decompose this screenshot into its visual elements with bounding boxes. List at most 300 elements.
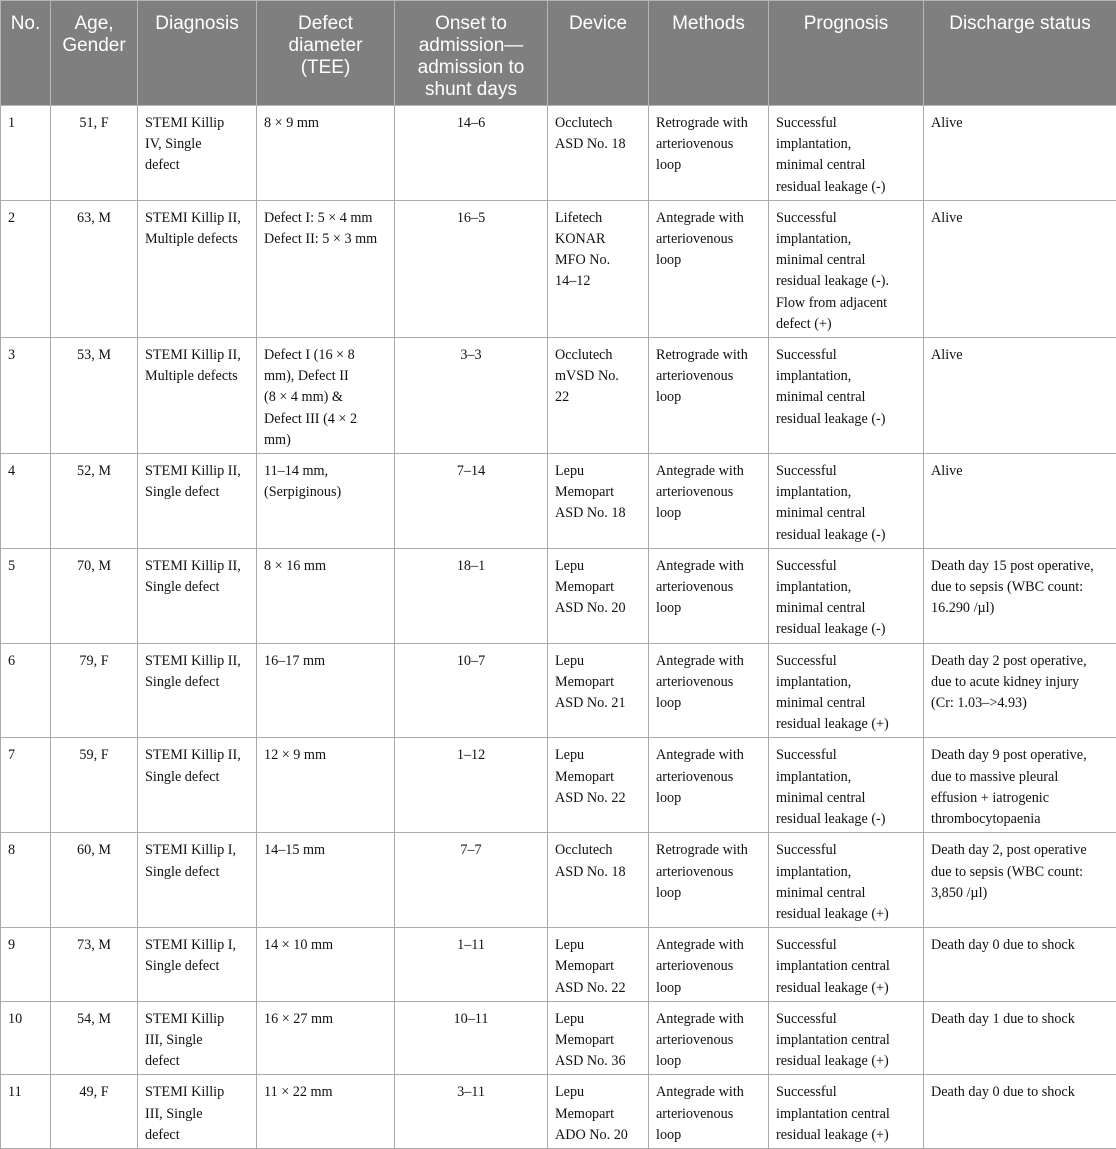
cell-methods <box>649 1075 769 1149</box>
cell-device <box>548 643 649 738</box>
cell-line: Antegrade with <box>656 1082 761 1103</box>
cell-line: Alive <box>931 461 1109 482</box>
cell-line: 14–15 mm <box>264 840 387 861</box>
header-methods <box>649 1 769 106</box>
cell-line: Antegrade with <box>656 208 761 229</box>
cell-line: Alive <box>931 208 1109 229</box>
cell-line: residual leakage (+) <box>776 714 916 735</box>
cell-line: Lepu <box>555 651 641 672</box>
cell-line: due to sepsis (WBC count: <box>931 577 1109 598</box>
cell-line: 11 × 22 mm <box>264 1082 387 1103</box>
cell-prognosis <box>769 738 924 833</box>
cell-line: loop <box>656 1051 761 1072</box>
cell-line: STEMI Killip <box>145 113 249 134</box>
cell-age-gender: 59, F <box>51 738 138 833</box>
cell-line: implantation, <box>776 482 916 503</box>
cell-line: 22 <box>555 387 641 408</box>
cell-line: implantation, <box>776 366 916 387</box>
cell-line: Discharge status <box>929 13 1111 35</box>
cell-line: Onset to <box>400 13 542 35</box>
cell-line: 3,850 /µl) <box>931 883 1109 904</box>
cell-line: 16–17 mm <box>264 651 387 672</box>
cell-discharge-status <box>924 928 1116 1002</box>
cell-age-gender: 60, M <box>51 833 138 928</box>
cell-line: ASD No. 18 <box>555 862 641 883</box>
cell-line: arteriovenous <box>656 767 761 788</box>
cell-device <box>548 1001 649 1075</box>
cell-line: minimal central <box>776 387 916 408</box>
cell-line: Retrograde with <box>656 840 761 861</box>
cell-line: ASD No. 18 <box>555 134 641 155</box>
table-row <box>1 548 1116 643</box>
cell-line: Successful <box>776 840 916 861</box>
cell-line: 14 × 10 mm <box>264 935 387 956</box>
cell-device <box>548 106 649 201</box>
cell-line: Memopart <box>555 767 641 788</box>
cell-line: minimal central <box>776 883 916 904</box>
cell-line: Successful <box>776 1009 916 1030</box>
cell-line: Prognosis <box>774 13 918 35</box>
cell-methods <box>649 338 769 454</box>
cell-methods <box>649 833 769 928</box>
cell-line: STEMI Killip <box>145 1009 249 1030</box>
header-prognosis <box>769 1 924 106</box>
cell-onset-shunt: 3–3 <box>395 338 548 454</box>
cell-line: STEMI Killip II, <box>145 345 249 366</box>
header-diagnosis <box>138 1 257 106</box>
cell-line: implantation central <box>776 1030 916 1051</box>
cell-line: Successful <box>776 113 916 134</box>
cell-defect-diameter <box>257 200 395 337</box>
cell-line: STEMI Killip I, <box>145 840 249 861</box>
cell-diagnosis <box>138 738 257 833</box>
cell-line: arteriovenous <box>656 956 761 977</box>
cell-line: Successful <box>776 208 916 229</box>
cell-no: 10 <box>1 1001 51 1075</box>
cell-line: implantation, <box>776 577 916 598</box>
cell-discharge-status <box>924 106 1116 201</box>
cell-diagnosis <box>138 643 257 738</box>
header-device <box>548 1 649 106</box>
cell-line: mm) <box>264 430 387 451</box>
cell-methods <box>649 1001 769 1075</box>
cell-line: loop <box>656 693 761 714</box>
cell-line: diameter <box>262 35 389 57</box>
cell-methods <box>649 738 769 833</box>
cell-line: Antegrade with <box>656 745 761 766</box>
cell-diagnosis <box>138 548 257 643</box>
cell-line: Alive <box>931 113 1109 134</box>
cell-line: KONAR <box>555 229 641 250</box>
cell-prognosis <box>769 200 924 337</box>
cell-line: ASD No. 21 <box>555 693 641 714</box>
cell-defect-diameter <box>257 338 395 454</box>
cell-line: Lepu <box>555 556 641 577</box>
table-row <box>1 338 1116 454</box>
cell-line: Lepu <box>555 461 641 482</box>
cell-line: arteriovenous <box>656 1030 761 1051</box>
cell-device <box>548 928 649 1002</box>
cell-line: No. <box>6 13 45 35</box>
cell-discharge-status <box>924 1001 1116 1075</box>
cell-line: implantation, <box>776 134 916 155</box>
cell-methods <box>649 928 769 1002</box>
cell-line: Single defect <box>145 577 249 598</box>
cell-line: loop <box>656 598 761 619</box>
cell-line: Occlutech <box>555 840 641 861</box>
cell-line: mVSD No. <box>555 366 641 387</box>
cell-line: Retrograde with <box>656 113 761 134</box>
cell-line: Age, <box>56 13 132 35</box>
cell-line: 12 × 9 mm <box>264 745 387 766</box>
cell-line: Single defect <box>145 956 249 977</box>
cell-no: 8 <box>1 833 51 928</box>
cell-line: implantation, <box>776 229 916 250</box>
cell-no: 6 <box>1 643 51 738</box>
cell-line: residual leakage (-). <box>776 271 916 292</box>
cell-line: admission to <box>400 57 542 79</box>
cell-diagnosis <box>138 833 257 928</box>
cell-line: ASD No. 36 <box>555 1051 641 1072</box>
cell-line: Retrograde with <box>656 345 761 366</box>
cell-line: mm), Defect II <box>264 366 387 387</box>
cell-defect-diameter <box>257 1001 395 1075</box>
table-row <box>1 1075 1116 1149</box>
cell-line: MFO No. <box>555 250 641 271</box>
cell-no: 3 <box>1 338 51 454</box>
cell-line: Single defect <box>145 482 249 503</box>
cell-discharge-status <box>924 1075 1116 1149</box>
cell-age-gender: 79, F <box>51 643 138 738</box>
cell-line: IV, Single <box>145 134 249 155</box>
header-age-gender <box>51 1 138 106</box>
header-discharge-status <box>924 1 1116 106</box>
cell-device <box>548 738 649 833</box>
cell-line: residual leakage (+) <box>776 1125 916 1146</box>
cell-line: arteriovenous <box>656 229 761 250</box>
cell-line: (8 × 4 mm) & <box>264 387 387 408</box>
cell-methods <box>649 643 769 738</box>
cell-device <box>548 338 649 454</box>
cell-line: implantation, <box>776 767 916 788</box>
cell-line: effusion + iatrogenic <box>931 788 1109 809</box>
table-row <box>1 1001 1116 1075</box>
cell-line: minimal central <box>776 788 916 809</box>
cell-line: ASD No. 20 <box>555 598 641 619</box>
cell-line: Death day 15 post operative, <box>931 556 1109 577</box>
cell-line: STEMI Killip II, <box>145 556 249 577</box>
cell-onset-shunt: 18–1 <box>395 548 548 643</box>
cell-line: Defect I: 5 × 4 mm <box>264 208 387 229</box>
cell-methods <box>649 454 769 549</box>
cell-no: 5 <box>1 548 51 643</box>
table-row <box>1 106 1116 201</box>
cell-line: implantation, <box>776 862 916 883</box>
cell-line: implantation, <box>776 672 916 693</box>
cell-prognosis <box>769 928 924 1002</box>
cell-device <box>548 833 649 928</box>
cell-no: 2 <box>1 200 51 337</box>
cell-diagnosis <box>138 454 257 549</box>
cell-onset-shunt: 7–14 <box>395 454 548 549</box>
cell-line: Lepu <box>555 745 641 766</box>
cell-line: defect <box>145 155 249 176</box>
header-onset-shunt-days <box>395 1 548 106</box>
cell-onset-shunt: 3–11 <box>395 1075 548 1149</box>
cell-line: STEMI Killip I, <box>145 935 249 956</box>
cell-line: STEMI Killip II, <box>145 208 249 229</box>
cell-line: Single defect <box>145 862 249 883</box>
cell-line: Lepu <box>555 1009 641 1030</box>
table-row <box>1 200 1116 337</box>
cell-line: STEMI Killip <box>145 1082 249 1103</box>
cell-line: Single defect <box>145 767 249 788</box>
cell-line: implantation central <box>776 1104 916 1125</box>
cell-age-gender: 53, M <box>51 338 138 454</box>
cell-line: Antegrade with <box>656 935 761 956</box>
cell-line: Antegrade with <box>656 651 761 672</box>
cell-line: Defect III (4 × 2 <box>264 409 387 430</box>
cell-discharge-status <box>924 200 1116 337</box>
cell-line: Successful <box>776 745 916 766</box>
cell-line: due to acute kidney injury <box>931 672 1109 693</box>
cell-line: loop <box>656 387 761 408</box>
cell-line: Occlutech <box>555 113 641 134</box>
cell-line: residual leakage (-) <box>776 525 916 546</box>
cell-line: defect <box>145 1051 249 1072</box>
cell-line: due to massive pleural <box>931 767 1109 788</box>
cell-device <box>548 548 649 643</box>
cell-line: residual leakage (+) <box>776 978 916 999</box>
cell-device <box>548 1075 649 1149</box>
cell-line: minimal central <box>776 250 916 271</box>
cell-line: STEMI Killip II, <box>145 651 249 672</box>
cell-line: residual leakage (+) <box>776 904 916 925</box>
cell-line: STEMI Killip II, <box>145 461 249 482</box>
cell-line: (Serpiginous) <box>264 482 387 503</box>
cell-line: minimal central <box>776 598 916 619</box>
cell-age-gender: 49, F <box>51 1075 138 1149</box>
cell-line: 8 × 9 mm <box>264 113 387 134</box>
cell-line: ASD No. 18 <box>555 503 641 524</box>
cell-line: Methods <box>654 13 763 35</box>
cell-line: Multiple defects <box>145 366 249 387</box>
cell-prognosis <box>769 643 924 738</box>
cell-line: Memopart <box>555 1030 641 1051</box>
cell-line: defect <box>145 1125 249 1146</box>
cell-line: Antegrade with <box>656 556 761 577</box>
cell-line: Multiple defects <box>145 229 249 250</box>
cell-no: 1 <box>1 106 51 201</box>
cell-line: residual leakage (-) <box>776 177 916 198</box>
cell-line: III, Single <box>145 1030 249 1051</box>
cell-line: Successful <box>776 461 916 482</box>
cell-line: Lepu <box>555 1082 641 1103</box>
cell-line: Lepu <box>555 935 641 956</box>
cell-line: Death day 9 post operative, <box>931 745 1109 766</box>
cell-line: 11–14 mm, <box>264 461 387 482</box>
cell-defect-diameter <box>257 738 395 833</box>
cell-age-gender: 70, M <box>51 548 138 643</box>
table-row <box>1 454 1116 549</box>
cell-line: loop <box>656 978 761 999</box>
cell-onset-shunt: 7–7 <box>395 833 548 928</box>
cell-no: 11 <box>1 1075 51 1149</box>
cell-line: defect (+) <box>776 314 916 335</box>
cell-line: Defect I (16 × 8 <box>264 345 387 366</box>
cell-line: arteriovenous <box>656 366 761 387</box>
cell-line: Death day 2, post operative <box>931 840 1109 861</box>
cell-line: due to sepsis (WBC count: <box>931 862 1109 883</box>
cell-diagnosis <box>138 1001 257 1075</box>
cell-age-gender: 73, M <box>51 928 138 1002</box>
cell-no: 9 <box>1 928 51 1002</box>
cell-discharge-status <box>924 643 1116 738</box>
cell-device <box>548 454 649 549</box>
cell-discharge-status <box>924 338 1116 454</box>
cell-line: Lifetech <box>555 208 641 229</box>
cell-line: arteriovenous <box>656 672 761 693</box>
cell-line: ADO No. 20 <box>555 1125 641 1146</box>
cell-line: arteriovenous <box>656 577 761 598</box>
cell-line: (Cr: 1.03–>4.93) <box>931 693 1109 714</box>
cell-line: Device <box>553 13 643 35</box>
cell-line: 8 × 16 mm <box>264 556 387 577</box>
cell-onset-shunt: 10–7 <box>395 643 548 738</box>
cell-prognosis <box>769 548 924 643</box>
cell-line: Defect <box>262 13 389 35</box>
cell-diagnosis <box>138 338 257 454</box>
cell-line: Successful <box>776 935 916 956</box>
table-row <box>1 643 1116 738</box>
header-defect-diameter <box>257 1 395 106</box>
cell-methods <box>649 106 769 201</box>
cell-line: Diagnosis <box>143 13 251 35</box>
cell-defect-diameter <box>257 548 395 643</box>
cell-line: arteriovenous <box>656 1104 761 1125</box>
cell-line: Memopart <box>555 1104 641 1125</box>
cell-line: Flow from adjacent <box>776 293 916 314</box>
cell-line: STEMI Killip II, <box>145 745 249 766</box>
cell-line: residual leakage (+) <box>776 1051 916 1072</box>
cell-line: Death day 2 post operative, <box>931 651 1109 672</box>
cell-diagnosis <box>138 928 257 1002</box>
cell-line: Successful <box>776 556 916 577</box>
cell-line: 14–12 <box>555 271 641 292</box>
cell-line: admission— <box>400 35 542 57</box>
cell-line: ASD No. 22 <box>555 978 641 999</box>
cell-age-gender: 63, M <box>51 200 138 337</box>
cell-defect-diameter <box>257 928 395 1002</box>
cell-device <box>548 200 649 337</box>
cell-line: Successful <box>776 651 916 672</box>
cell-line: Successful <box>776 345 916 366</box>
cell-prognosis <box>769 1075 924 1149</box>
cell-discharge-status <box>924 548 1116 643</box>
table-row <box>1 928 1116 1002</box>
cell-onset-shunt: 10–11 <box>395 1001 548 1075</box>
cell-prognosis <box>769 833 924 928</box>
cell-line: Antegrade with <box>656 461 761 482</box>
cell-diagnosis <box>138 106 257 201</box>
cell-onset-shunt: 14–6 <box>395 106 548 201</box>
cell-line: minimal central <box>776 155 916 176</box>
cell-line: 16 × 27 mm <box>264 1009 387 1030</box>
cell-line: Gender <box>56 35 132 57</box>
cell-line: Death day 0 due to shock <box>931 1082 1109 1103</box>
cell-defect-diameter <box>257 833 395 928</box>
table-row <box>1 833 1116 928</box>
cell-defect-diameter <box>257 643 395 738</box>
cell-line: arteriovenous <box>656 862 761 883</box>
cell-onset-shunt: 1–11 <box>395 928 548 1002</box>
cell-line: loop <box>656 883 761 904</box>
cell-defect-diameter <box>257 106 395 201</box>
cell-line: ASD No. 22 <box>555 788 641 809</box>
cell-line: III, Single <box>145 1104 249 1125</box>
header-row <box>1 1 1116 106</box>
cell-onset-shunt: 16–5 <box>395 200 548 337</box>
cell-line: implantation central <box>776 956 916 977</box>
cell-age-gender: 52, M <box>51 454 138 549</box>
header-no <box>1 1 51 106</box>
cell-line: Defect II: 5 × 3 mm <box>264 229 387 250</box>
cell-line: residual leakage (-) <box>776 809 916 830</box>
cell-discharge-status <box>924 454 1116 549</box>
cell-line: loop <box>656 250 761 271</box>
cell-line: Memopart <box>555 482 641 503</box>
cell-line: loop <box>656 503 761 524</box>
cell-prognosis <box>769 106 924 201</box>
cell-line: arteriovenous <box>656 134 761 155</box>
cell-discharge-status <box>924 738 1116 833</box>
cell-line: Memopart <box>555 577 641 598</box>
cell-line: thrombocytopaenia <box>931 809 1109 830</box>
cell-line: loop <box>656 155 761 176</box>
cell-prognosis <box>769 1001 924 1075</box>
cell-defect-diameter <box>257 454 395 549</box>
cell-methods <box>649 548 769 643</box>
cell-no: 4 <box>1 454 51 549</box>
cell-line: loop <box>656 788 761 809</box>
cell-line: Antegrade with <box>656 1009 761 1030</box>
cell-line: Occlutech <box>555 345 641 366</box>
cell-line: minimal central <box>776 693 916 714</box>
cell-line: loop <box>656 1125 761 1146</box>
cell-defect-diameter <box>257 1075 395 1149</box>
cell-diagnosis <box>138 1075 257 1149</box>
cell-line: Death day 1 due to shock <box>931 1009 1109 1030</box>
cell-line: Memopart <box>555 956 641 977</box>
cell-prognosis <box>769 338 924 454</box>
cell-prognosis <box>769 454 924 549</box>
cell-diagnosis <box>138 200 257 337</box>
cell-line: Alive <box>931 345 1109 366</box>
cell-line: (TEE) <box>262 57 389 79</box>
table-row <box>1 738 1116 833</box>
cell-line: arteriovenous <box>656 482 761 503</box>
cell-line: residual leakage (-) <box>776 619 916 640</box>
cell-line: Successful <box>776 1082 916 1103</box>
cell-line: Memopart <box>555 672 641 693</box>
cell-age-gender: 51, F <box>51 106 138 201</box>
cell-line: minimal central <box>776 503 916 524</box>
cell-line: 16.290 /µl) <box>931 598 1109 619</box>
cell-no: 7 <box>1 738 51 833</box>
cell-discharge-status <box>924 833 1116 928</box>
cell-line: residual leakage (-) <box>776 409 916 430</box>
cell-line: Single defect <box>145 672 249 693</box>
